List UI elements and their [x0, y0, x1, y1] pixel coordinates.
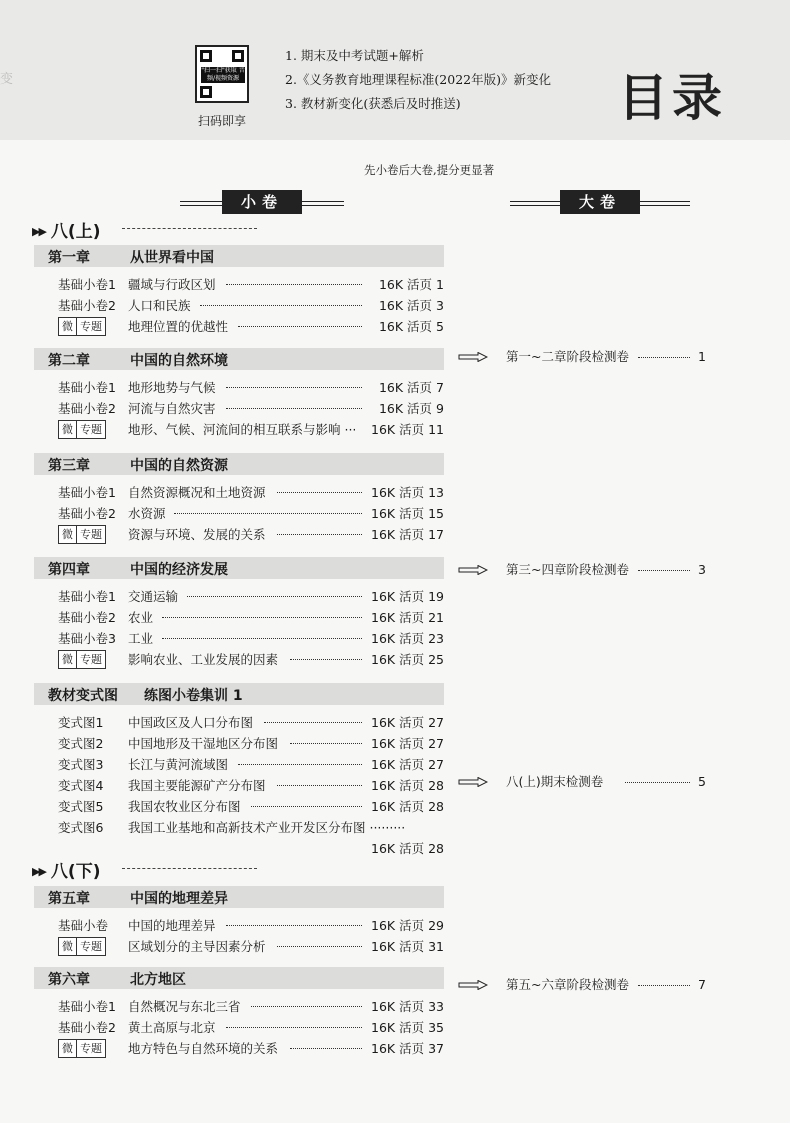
dot-leader [226, 408, 362, 409]
entry-type: 基础小卷2 [58, 401, 116, 416]
entry-topic: 地形地势与气候 [128, 380, 216, 395]
entry-page: 16K 活页 23 [371, 631, 444, 646]
dot-leader [226, 284, 362, 285]
entry-topic: 河流与自然灾害 [128, 401, 216, 416]
micro-badge-word: 专题 [80, 423, 102, 436]
chapter-number: 第五章 [48, 891, 90, 907]
section-label: 八(下) [50, 862, 101, 882]
toc-entry[interactable] [58, 838, 444, 859]
entry-page: 16K 活页 27 [371, 736, 444, 751]
dot-leader [162, 617, 362, 618]
entry-type: 变式图5 [58, 799, 104, 814]
micro-badge-char: 微 [59, 526, 77, 543]
entry-type: 变式图2 [58, 736, 104, 751]
chapter-title: 中国的地理差异 [130, 891, 228, 907]
chapter-title: 练图小卷集训 1 [144, 688, 243, 704]
dot-leader [277, 785, 362, 786]
micro-badge-char: 微 [59, 421, 77, 438]
entry-page: 16K 活页 27 [371, 715, 444, 730]
double-arrow-icon: ▶▶ [32, 225, 45, 238]
entry-page: 16K 活页 7 [378, 380, 444, 395]
big-volume-header [500, 190, 700, 216]
chapter-heading [34, 557, 444, 579]
dot-leader [625, 782, 690, 783]
section-heading [32, 857, 101, 882]
entry-topic: 工业 [128, 631, 154, 646]
toc-entry[interactable] [58, 524, 444, 545]
toc-entry[interactable] [58, 817, 444, 838]
entry-topic: 农业 [128, 610, 154, 625]
entry-topic: 我国主要能源矿产分布图 [128, 778, 266, 793]
small-volume-label: 小卷 [222, 190, 302, 214]
entry-topic: 疆域与行政区划 [128, 277, 216, 292]
big-test-page: 1 [698, 349, 706, 364]
toc-entry[interactable] [58, 649, 444, 670]
entry-type: 变式图6 [58, 820, 104, 835]
entry-topic: 我国工业基地和高新技术产业开发区分布图 ········· [128, 820, 406, 835]
page-title: 目录 [618, 69, 726, 127]
big-test-label: 第五~六章阶段检测卷 [506, 977, 629, 992]
toc-entry[interactable] [58, 775, 444, 796]
micro-badge-word: 专题 [80, 528, 102, 541]
section-label: 八(上) [50, 222, 101, 242]
toc-entry[interactable] [58, 996, 444, 1017]
entry-page: 16K 活页 35 [371, 1020, 444, 1035]
toc-entry[interactable] [58, 1038, 444, 1059]
big-test-page: 5 [698, 774, 706, 789]
micro-badge-char: 微 [59, 938, 77, 955]
section-dashed-rule [122, 228, 257, 229]
big-test-entry[interactable] [458, 347, 718, 367]
chapter-number: 教材变式图 [48, 688, 118, 704]
micro-badge-word: 专题 [80, 1042, 102, 1055]
entry-page: 16K 活页 27 [371, 757, 444, 772]
micro-topic-badge [58, 525, 106, 544]
chapter-number: 第四章 [48, 562, 90, 578]
chapter-heading [34, 967, 444, 989]
dot-leader [277, 492, 362, 493]
dot-leader [277, 946, 362, 947]
chapter-title: 中国的自然环境 [130, 353, 228, 369]
toc-entry[interactable] [58, 1017, 444, 1038]
dot-leader [226, 1027, 362, 1028]
entry-topic: 我国农牧业区分布图 [128, 799, 241, 814]
entry-type: 基础小卷 [58, 918, 109, 933]
entry-topic: 交通运输 [128, 589, 179, 604]
entry-page: 16K 活页 28 [371, 799, 444, 814]
entry-page: 16K 活页 11 [371, 422, 444, 437]
dot-leader [290, 743, 362, 744]
section-heading [32, 217, 101, 242]
note-item: 3. 教材新变化(获悉后及时推送) [285, 96, 461, 111]
big-test-label: 八(上)期末检测卷 [506, 774, 604, 789]
dot-leader [251, 1006, 362, 1007]
toc-entry[interactable] [58, 377, 444, 398]
toc-entry[interactable] [58, 503, 444, 524]
chapter-number: 第二章 [48, 353, 90, 369]
entry-type: 基础小卷3 [58, 631, 116, 646]
big-test-label: 第一~二章阶段检测卷 [506, 349, 629, 364]
micro-topic-badge [58, 650, 106, 669]
micro-topic-badge [58, 937, 106, 956]
toc-entry[interactable] [58, 936, 444, 957]
outline-arrow-icon [458, 777, 488, 787]
chapter-number: 第三章 [48, 458, 90, 474]
entry-topic: 人口和民族 [128, 298, 191, 313]
toc-entry[interactable] [58, 316, 444, 337]
dot-leader [174, 513, 362, 514]
dot-leader [226, 387, 362, 388]
chapter-title: 中国的自然资源 [130, 458, 228, 474]
entry-topic: 地方特色与自然环境的关系 [128, 1041, 279, 1056]
toc-entry[interactable] [58, 586, 444, 607]
entry-topic: 自然概况与东北三省 [128, 999, 241, 1014]
entry-topic: 地理位置的优越性 [128, 319, 229, 334]
entry-page: 16K 活页 37 [371, 1041, 444, 1056]
toc-entry[interactable] [58, 733, 444, 754]
chapter-number: 第六章 [48, 972, 90, 988]
dot-leader [187, 596, 362, 597]
micro-badge-char: 微 [59, 318, 77, 335]
entry-page: 16K 活页 1 [378, 277, 444, 292]
entry-topic: 区域划分的主导因素分析 [128, 939, 266, 954]
qr-overlay-label: "扫一扫"获取 音频/视频资源 [201, 67, 245, 82]
entry-type: 基础小卷1 [58, 589, 116, 604]
dot-leader [264, 722, 362, 723]
toc-entry[interactable] [58, 796, 444, 817]
toc-entry[interactable] [58, 295, 444, 316]
bleed-through-text: 变 [0, 72, 14, 87]
entry-topic: 地形、气候、河流间的相互联系与影响 ··· [128, 422, 357, 437]
entry-page: 16K 活页 21 [371, 610, 444, 625]
note-item: 1. 期末及中考试题+解析 [285, 48, 424, 63]
entry-page: 16K 活页 28 [371, 841, 444, 856]
chapter-heading [34, 245, 444, 267]
page-subtitle: 先小卷后大卷,提分更显著 [364, 163, 495, 177]
micro-topic-badge [58, 1039, 106, 1058]
toc-entry[interactable] [58, 274, 444, 295]
entry-page: 16K 活页 31 [371, 939, 444, 954]
entry-page: 16K 活页 5 [378, 319, 444, 334]
toc-entry[interactable] [58, 419, 444, 440]
big-volume-label: 大卷 [560, 190, 640, 214]
entry-topic: 长江与黄河流域图 [128, 757, 229, 772]
entry-type: 基础小卷2 [58, 506, 116, 521]
dot-leader [638, 357, 690, 358]
entry-type: 基础小卷2 [58, 298, 116, 313]
micro-badge-char: 微 [59, 651, 77, 668]
entry-type: 基础小卷1 [58, 277, 116, 292]
big-test-page: 7 [698, 977, 706, 992]
toc-entry[interactable] [58, 628, 444, 649]
dot-leader [200, 305, 362, 306]
toc-entry[interactable] [58, 712, 444, 733]
chapter-title: 从世界看中国 [130, 250, 214, 266]
dot-leader [238, 326, 362, 327]
chapter-heading [34, 348, 444, 370]
big-test-entry[interactable] [458, 975, 718, 995]
micro-topic-badge [58, 317, 106, 336]
entry-page: 16K 活页 19 [371, 589, 444, 604]
big-test-page: 3 [698, 562, 706, 577]
entry-page: 16K 活页 9 [378, 401, 444, 416]
big-test-entry[interactable] [458, 560, 718, 580]
dot-leader [290, 1048, 362, 1049]
toc-entry[interactable] [58, 607, 444, 628]
header-band [0, 0, 790, 140]
entry-page: 16K 活页 17 [371, 527, 444, 542]
chapter-heading [34, 683, 444, 705]
entry-topic: 影响农业、工业发展的因素 [128, 652, 279, 667]
entry-type: 变式图3 [58, 757, 104, 772]
note-item: 2.《义务教育地理课程标准(2022年版)》新变化 [285, 72, 551, 87]
big-test-entry[interactable] [458, 772, 718, 792]
dot-leader [226, 925, 362, 926]
micro-badge-word: 专题 [80, 940, 102, 953]
entry-type: 基础小卷1 [58, 380, 116, 395]
entry-type: 变式图4 [58, 778, 104, 793]
dot-leader [638, 570, 690, 571]
entry-topic: 自然资源概况和土地资源 [128, 485, 266, 500]
dot-leader [238, 764, 362, 765]
small-volume-header [30, 190, 470, 216]
chapter-heading [34, 886, 444, 908]
dot-leader [162, 638, 362, 639]
toc-entry[interactable] [58, 754, 444, 775]
section-dashed-rule [122, 868, 257, 869]
micro-topic-badge [58, 420, 106, 439]
dot-leader [638, 985, 690, 986]
micro-badge-word: 专题 [80, 320, 102, 333]
entry-type: 基础小卷2 [58, 610, 116, 625]
double-arrow-icon: ▶▶ [32, 865, 45, 878]
chapter-heading [34, 453, 444, 475]
entry-page: 16K 活页 28 [371, 778, 444, 793]
promo-notes [285, 44, 551, 116]
dot-leader [251, 806, 362, 807]
entry-topic: 中国地形及干湿地区分布图 [128, 736, 279, 751]
entry-type: 基础小卷2 [58, 1020, 116, 1035]
dot-leader [277, 534, 362, 535]
entry-topic: 黄土高原与北京 [128, 1020, 216, 1035]
entry-topic: 水资源 [128, 506, 166, 521]
entry-page: 16K 活页 13 [371, 485, 444, 500]
entry-type: 变式图1 [58, 715, 104, 730]
chapter-number: 第一章 [48, 250, 90, 266]
entry-page: 16K 活页 29 [371, 918, 444, 933]
entry-type: 基础小卷1 [58, 999, 116, 1014]
big-test-label: 第三~四章阶段检测卷 [506, 562, 629, 577]
entry-page: 16K 活页 3 [378, 298, 444, 313]
chapter-title: 北方地区 [130, 972, 186, 988]
qr-caption: 扫码即享 [198, 114, 247, 128]
chapter-title: 中国的经济发展 [130, 562, 228, 578]
outline-arrow-icon [458, 565, 488, 575]
micro-badge-word: 专题 [80, 653, 102, 666]
toc-entry[interactable] [58, 915, 444, 936]
toc-entry[interactable] [58, 482, 444, 503]
entry-topic: 中国政区及人口分布图 [128, 715, 254, 730]
qr-code[interactable] [195, 45, 249, 103]
entry-page: 16K 活页 33 [371, 999, 444, 1014]
outline-arrow-icon [458, 980, 488, 990]
outline-arrow-icon [458, 352, 488, 362]
entry-type: 基础小卷1 [58, 485, 116, 500]
entry-topic: 中国的地理差异 [128, 918, 216, 933]
toc-entry[interactable] [58, 398, 444, 419]
entry-page: 16K 活页 15 [371, 506, 444, 521]
entry-topic: 资源与环境、发展的关系 [128, 527, 266, 542]
micro-badge-char: 微 [59, 1040, 77, 1057]
entry-page: 16K 活页 25 [371, 652, 444, 667]
dot-leader [290, 659, 362, 660]
